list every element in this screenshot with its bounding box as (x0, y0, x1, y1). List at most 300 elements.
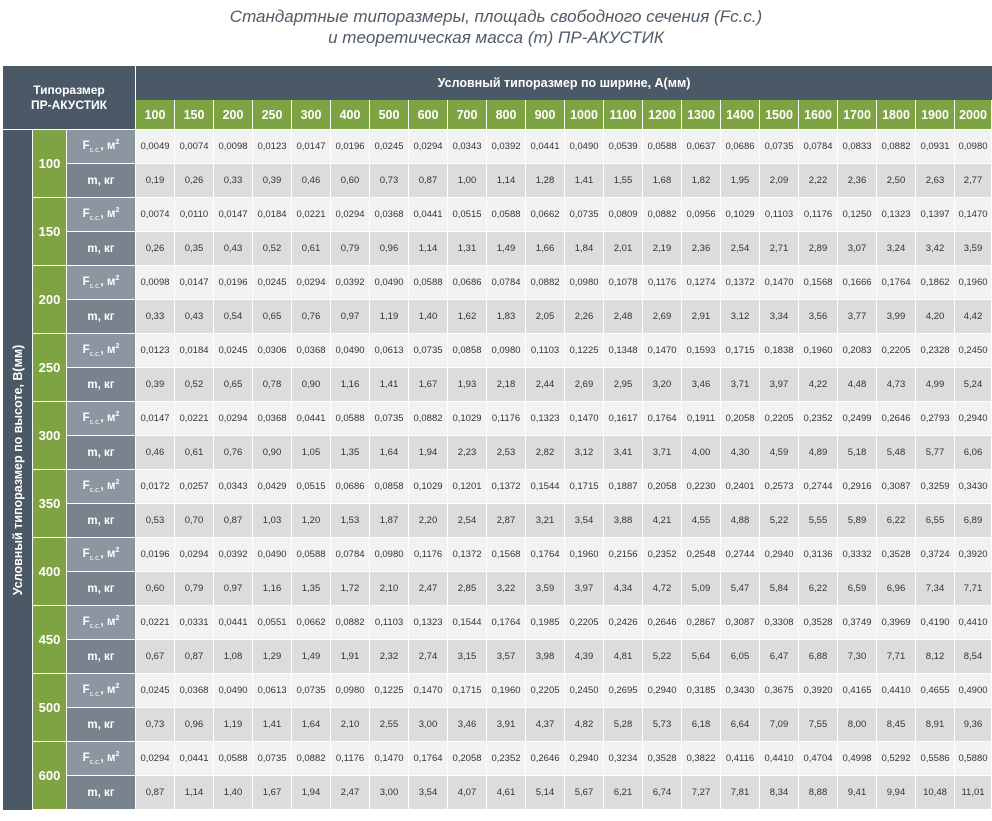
area-value-cell: 0,3430 (955, 470, 992, 504)
area-value-cell: 0,0858 (448, 334, 487, 368)
mass-value-cell: 0,26 (175, 164, 214, 198)
area-value-cell: 0,0074 (136, 198, 175, 232)
mass-value-cell: 6,59 (838, 572, 877, 606)
area-value-cell: 0,1544 (448, 606, 487, 640)
area-value-cell: 0,0294 (409, 130, 448, 164)
area-row-label (67, 130, 136, 164)
area-label-f-sub: с.с. (89, 147, 101, 155)
area-value-cell: 0,0441 (292, 402, 331, 436)
mass-value-cell: 2,01 (604, 232, 643, 266)
height-axis-label: Условный типоразмер по высоте, В(мм) (10, 344, 25, 596)
mass-value-cell: 3,24 (877, 232, 916, 266)
mass-value-cell: 8,88 (799, 776, 838, 810)
area-value-cell: 0,0784 (331, 538, 370, 572)
mass-value-cell: 3,98 (526, 640, 565, 674)
mass-row-label: m, кг (67, 504, 136, 538)
mass-value-cell: 2,82 (526, 436, 565, 470)
area-value-cell: 0,1985 (526, 606, 565, 640)
mass-value-cell: 1,41 (565, 164, 604, 198)
mass-value-cell: 4,89 (799, 436, 838, 470)
area-value-cell: 0,0147 (136, 402, 175, 436)
area-value-cell: 0,2940 (955, 402, 992, 436)
mass-value-cell: 1,64 (292, 708, 331, 742)
mass-value-cell: 6,96 (877, 572, 916, 606)
mass-value-cell: 5,55 (799, 504, 838, 538)
mass-value-cell: 0,90 (253, 436, 292, 470)
area-value-cell: 0,0588 (331, 402, 370, 436)
area-value-cell: 0,0123 (136, 334, 175, 368)
width-header-cell: 400 (331, 100, 370, 130)
mass-value-cell: 6,55 (916, 504, 955, 538)
mass-row-label: m, кг (67, 164, 136, 198)
mass-value-cell: 2,85 (448, 572, 487, 606)
area-value-cell: 0,1176 (331, 742, 370, 776)
table-row (3, 164, 992, 198)
area-value-cell: 0,0245 (136, 674, 175, 708)
mass-value-cell: 2,32 (370, 640, 409, 674)
table-row (3, 776, 992, 810)
area-value-cell: 0,1617 (604, 402, 643, 436)
mass-value-cell: 5,84 (760, 572, 799, 606)
mass-value-cell: 5,89 (838, 504, 877, 538)
area-value-cell: 0,0588 (409, 266, 448, 300)
area-label-f-sub: с.с. (89, 759, 101, 767)
area-value-cell: 0,2940 (760, 538, 799, 572)
mass-value-cell: 6,47 (760, 640, 799, 674)
mass-value-cell: 1,14 (487, 164, 526, 198)
area-value-cell: 0,1960 (487, 674, 526, 708)
area-label-f-sub: с.с. (89, 351, 101, 359)
area-value-cell: 0,1470 (760, 266, 799, 300)
mass-row-label: m, кг (67, 436, 136, 470)
mass-value-cell: 1,55 (604, 164, 643, 198)
mass-value-cell: 3,56 (799, 300, 838, 334)
mass-value-cell: 4,88 (721, 504, 760, 538)
area-label-f-unit: , м (100, 275, 116, 288)
area-label-f-sub: с.с. (89, 555, 101, 563)
area-value-cell: 0,1715 (721, 334, 760, 368)
area-value-cell: 0,0221 (136, 606, 175, 640)
mass-value-cell: 1,67 (409, 368, 448, 402)
title-line-1: Стандартные типоразмеры, площадь свободного сечения (Fc.c.) (229, 7, 763, 26)
area-value-cell: 0,0882 (292, 742, 331, 776)
mass-value-cell: 0,43 (214, 232, 253, 266)
area-row-label (67, 674, 136, 708)
area-value-cell: 0,0662 (526, 198, 565, 232)
height-header-cell: 600 (33, 742, 67, 810)
mass-value-cell: 2,74 (409, 640, 448, 674)
mass-value-cell: 2,22 (799, 164, 838, 198)
width-header-cell: 700 (448, 100, 487, 130)
area-value-cell: 0,4410 (877, 674, 916, 708)
table-row (3, 674, 992, 708)
mass-value-cell: 5,09 (682, 572, 721, 606)
mass-value-cell: 0,87 (214, 504, 253, 538)
height-header-cell: 300 (33, 402, 67, 470)
mass-value-cell: 0,39 (136, 368, 175, 402)
mass-value-cell: 6,74 (643, 776, 682, 810)
mass-value-cell: 0,97 (214, 572, 253, 606)
mass-value-cell: 9,36 (955, 708, 992, 742)
area-value-cell: 0,2450 (955, 334, 992, 368)
area-value-cell: 0,0368 (370, 198, 409, 232)
mass-value-cell: 4,55 (682, 504, 721, 538)
mass-value-cell: 1,16 (331, 368, 370, 402)
width-header-cell: 600 (409, 100, 448, 130)
area-value-cell: 0,2352 (643, 538, 682, 572)
mass-value-cell: 1,41 (253, 708, 292, 742)
area-value-cell: 0,0368 (175, 674, 214, 708)
mass-value-cell: 8,12 (916, 640, 955, 674)
area-value-cell: 0,0147 (292, 130, 331, 164)
area-value-cell: 0,1764 (877, 266, 916, 300)
mass-value-cell: 2,47 (331, 776, 370, 810)
mass-value-cell: 1,41 (370, 368, 409, 402)
mass-value-cell: 1,40 (409, 300, 448, 334)
area-value-cell: 0,0858 (370, 470, 409, 504)
area-value-cell: 0,1176 (409, 538, 448, 572)
area-value-cell: 0,0784 (487, 266, 526, 300)
mass-value-cell: 8,34 (760, 776, 799, 810)
area-value-cell: 0,0257 (175, 470, 214, 504)
mass-value-cell: 7,27 (682, 776, 721, 810)
area-value-cell: 0,0147 (214, 198, 253, 232)
mass-value-cell: 3,12 (721, 300, 760, 334)
area-value-cell: 0,0245 (253, 266, 292, 300)
width-header-cell: 1300 (682, 100, 721, 130)
area-value-cell: 0,3675 (760, 674, 799, 708)
area-value-cell: 0,0637 (682, 130, 721, 164)
area-value-cell: 0,3920 (955, 538, 992, 572)
area-label-f-unit: , м (100, 479, 116, 492)
area-value-cell: 0,2352 (487, 742, 526, 776)
mass-row-label: m, кг (67, 368, 136, 402)
area-label-f-unit: , м (100, 615, 116, 628)
mass-value-cell: 2,50 (877, 164, 916, 198)
area-value-cell: 0,0588 (487, 198, 526, 232)
mass-value-cell: 3,54 (565, 504, 604, 538)
area-label-f-label: F (82, 411, 90, 424)
area-value-cell: 0,0343 (214, 470, 253, 504)
mass-value-cell: 1,16 (253, 572, 292, 606)
area-value-cell: 0,0735 (760, 130, 799, 164)
mass-value-cell: 1,14 (175, 776, 214, 810)
mass-value-cell: 2,63 (916, 164, 955, 198)
area-value-cell: 0,0490 (214, 674, 253, 708)
mass-value-cell: 3,97 (565, 572, 604, 606)
area-value-cell: 0,3136 (799, 538, 838, 572)
area-row-label (67, 742, 136, 776)
mass-value-cell: 9,94 (877, 776, 916, 810)
mass-value-cell: 1,35 (292, 572, 331, 606)
mass-row-label: m, кг (67, 572, 136, 606)
mass-value-cell: 3,12 (565, 436, 604, 470)
mass-value-cell: 2,19 (643, 232, 682, 266)
mass-value-cell: 2,10 (370, 572, 409, 606)
area-value-cell: 0,2205 (760, 402, 799, 436)
mass-value-cell: 3,88 (604, 504, 643, 538)
mass-value-cell: 1,95 (721, 164, 760, 198)
width-header-cell: 900 (526, 100, 565, 130)
mass-value-cell: 2,55 (370, 708, 409, 742)
area-value-cell: 0,0392 (487, 130, 526, 164)
area-label-f-sup: 2 (115, 138, 120, 146)
mass-value-cell: 4,72 (643, 572, 682, 606)
mass-value-cell: 2,26 (565, 300, 604, 334)
mass-value-cell: 3,97 (760, 368, 799, 402)
mass-value-cell: 2,47 (409, 572, 448, 606)
mass-value-cell: 8,00 (838, 708, 877, 742)
area-value-cell: 0,3749 (838, 606, 877, 640)
area-value-cell: 0,3920 (799, 674, 838, 708)
area-value-cell: 0,0392 (214, 538, 253, 572)
mass-value-cell: 0,35 (175, 232, 214, 266)
mass-value-cell: 1,05 (292, 436, 331, 470)
width-header-cell: 1700 (838, 100, 877, 130)
area-value-cell: 0,0074 (175, 130, 214, 164)
mass-value-cell: 3,71 (721, 368, 760, 402)
area-value-cell: 0,1887 (604, 470, 643, 504)
mass-value-cell: 0,87 (136, 776, 175, 810)
mass-value-cell: 3,91 (487, 708, 526, 742)
mass-value-cell: 0,79 (175, 572, 214, 606)
mass-value-cell: 0,76 (214, 436, 253, 470)
mass-value-cell: 3,15 (448, 640, 487, 674)
area-value-cell: 0,0980 (331, 674, 370, 708)
area-label-f-sup: 2 (115, 274, 120, 282)
area-value-cell: 0,0110 (175, 198, 214, 232)
area-value-cell: 0,3234 (604, 742, 643, 776)
area-value-cell: 0,1960 (955, 266, 992, 300)
area-value-cell: 0,0613 (370, 334, 409, 368)
mass-value-cell: 8,54 (955, 640, 992, 674)
area-value-cell: 0,0588 (292, 538, 331, 572)
area-value-cell: 0,0147 (175, 266, 214, 300)
mass-value-cell: 2,54 (721, 232, 760, 266)
height-header-cell: 500 (33, 674, 67, 742)
area-row-label (67, 334, 136, 368)
area-label-f-label: F (82, 207, 90, 220)
mass-value-cell: 5,48 (877, 436, 916, 470)
table-row (3, 572, 992, 606)
mass-value-cell: 7,55 (799, 708, 838, 742)
mass-value-cell: 3,20 (643, 368, 682, 402)
area-value-cell: 0,3430 (721, 674, 760, 708)
area-value-cell: 0,0490 (370, 266, 409, 300)
mass-value-cell: 5,73 (643, 708, 682, 742)
area-value-cell: 0,3724 (916, 538, 955, 572)
area-value-cell: 0,2940 (643, 674, 682, 708)
area-value-cell: 0,1225 (370, 674, 409, 708)
mass-value-cell: 2,20 (409, 504, 448, 538)
table-row (3, 402, 992, 436)
mass-value-cell: 4,07 (448, 776, 487, 810)
mass-value-cell: 3,46 (682, 368, 721, 402)
mass-value-cell: 0,96 (175, 708, 214, 742)
area-value-cell: 0,1176 (487, 402, 526, 436)
mass-value-cell: 4,81 (604, 640, 643, 674)
width-header-cell: 1800 (877, 100, 916, 130)
mass-value-cell: 4,61 (487, 776, 526, 810)
area-value-cell: 0,1715 (565, 470, 604, 504)
mass-value-cell: 1,94 (409, 436, 448, 470)
mass-value-cell: 0,61 (292, 232, 331, 266)
area-value-cell: 0,0098 (214, 130, 253, 164)
area-value-cell: 0,2205 (526, 674, 565, 708)
area-value-cell: 0,3308 (760, 606, 799, 640)
area-value-cell: 0,1715 (448, 674, 487, 708)
area-value-cell: 0,1029 (409, 470, 448, 504)
area-value-cell: 0,3087 (721, 606, 760, 640)
mass-value-cell: 5,14 (526, 776, 565, 810)
table-row (3, 742, 992, 776)
area-value-cell: 0,0686 (448, 266, 487, 300)
area-value-cell: 0,4655 (916, 674, 955, 708)
area-label-f-sup: 2 (115, 546, 120, 554)
area-value-cell: 0,5880 (955, 742, 992, 776)
area-value-cell: 0,1323 (409, 606, 448, 640)
mass-value-cell: 6,22 (799, 572, 838, 606)
area-value-cell: 0,2793 (916, 402, 955, 436)
mass-value-cell: 7,71 (955, 572, 992, 606)
mass-value-cell: 3,00 (409, 708, 448, 742)
area-value-cell: 0,0735 (370, 402, 409, 436)
area-value-cell: 0,1470 (565, 402, 604, 436)
area-value-cell: 0,3185 (682, 674, 721, 708)
area-value-cell: 0,1372 (721, 266, 760, 300)
area-value-cell: 0,0882 (409, 402, 448, 436)
area-value-cell: 0,0196 (331, 130, 370, 164)
mass-value-cell: 0,39 (253, 164, 292, 198)
mass-value-cell: 2,44 (526, 368, 565, 402)
area-label-f-sup: 2 (115, 614, 120, 622)
mass-value-cell: 0,54 (214, 300, 253, 334)
mass-value-cell: 5,24 (955, 368, 992, 402)
area-value-cell: 0,1960 (565, 538, 604, 572)
area-value-cell: 0,0368 (292, 334, 331, 368)
area-value-cell: 0,0882 (331, 606, 370, 640)
area-value-cell: 0,0490 (565, 130, 604, 164)
width-values-row (3, 100, 992, 130)
height-header-cell: 250 (33, 334, 67, 402)
area-label-f-label: F (82, 343, 90, 356)
page-title (0, 6, 992, 48)
area-value-cell: 0,2205 (877, 334, 916, 368)
area-value-cell: 0,0980 (565, 266, 604, 300)
mass-value-cell: 2,53 (487, 436, 526, 470)
area-value-cell: 0,2328 (916, 334, 955, 368)
area-value-cell: 0,0931 (916, 130, 955, 164)
area-value-cell: 0,1274 (682, 266, 721, 300)
area-value-cell: 0,1225 (565, 334, 604, 368)
width-axis-header: Условный типоразмер по ширине, А(мм) (136, 66, 992, 100)
area-value-cell: 0,4165 (838, 674, 877, 708)
area-value-cell: 0,0441 (409, 198, 448, 232)
table-row (3, 368, 992, 402)
area-value-cell: 0,0184 (175, 334, 214, 368)
area-value-cell: 0,1470 (370, 742, 409, 776)
mass-row-label: m, кг (67, 776, 136, 810)
mass-value-cell: 4,22 (799, 368, 838, 402)
mass-value-cell: 0,33 (214, 164, 253, 198)
area-value-cell: 0,0306 (253, 334, 292, 368)
mass-value-cell: 2,77 (955, 164, 992, 198)
mass-value-cell: 0,60 (331, 164, 370, 198)
table-row (3, 334, 992, 368)
table-row (3, 436, 992, 470)
mass-value-cell: 7,71 (877, 640, 916, 674)
mass-value-cell: 1,00 (448, 164, 487, 198)
mass-value-cell: 0,26 (136, 232, 175, 266)
area-value-cell: 0,1568 (487, 538, 526, 572)
mass-value-cell: 0,87 (175, 640, 214, 674)
mass-value-cell: 2,36 (682, 232, 721, 266)
mass-value-cell: 0,46 (136, 436, 175, 470)
area-value-cell: 0,1029 (721, 198, 760, 232)
mass-value-cell: 0,33 (136, 300, 175, 334)
area-value-cell: 0,0429 (253, 470, 292, 504)
mass-value-cell: 6,06 (955, 436, 992, 470)
mass-value-cell: 0,67 (136, 640, 175, 674)
area-value-cell: 0,1568 (799, 266, 838, 300)
table-row (3, 232, 992, 266)
mass-value-cell: 2,91 (682, 300, 721, 334)
mass-row-label: m, кг (67, 300, 136, 334)
area-value-cell: 0,4410 (760, 742, 799, 776)
area-row-label (67, 470, 136, 504)
mass-value-cell: 1,91 (331, 640, 370, 674)
width-header-cell: 1400 (721, 100, 760, 130)
area-label-f-sub: с.с. (89, 623, 101, 631)
area-value-cell: 0,1764 (643, 402, 682, 436)
width-header-cell: 500 (370, 100, 409, 130)
mass-value-cell: 4,39 (565, 640, 604, 674)
width-header-cell: 1200 (643, 100, 682, 130)
mass-row-label: m, кг (67, 640, 136, 674)
mass-value-cell: 3,42 (916, 232, 955, 266)
mass-value-cell: 0,79 (331, 232, 370, 266)
mass-value-cell: 2,89 (799, 232, 838, 266)
mass-value-cell: 0,60 (136, 572, 175, 606)
area-value-cell: 0,0956 (682, 198, 721, 232)
mass-value-cell: 7,09 (760, 708, 799, 742)
area-value-cell: 0,0539 (604, 130, 643, 164)
mass-value-cell: 1,87 (370, 504, 409, 538)
mass-value-cell: 0,52 (253, 232, 292, 266)
mass-value-cell: 1,64 (370, 436, 409, 470)
area-row-label (67, 606, 136, 640)
area-value-cell: 0,0515 (448, 198, 487, 232)
area-row-label (67, 266, 136, 300)
table-row (3, 198, 992, 232)
table-row (3, 606, 992, 640)
table-row (3, 538, 992, 572)
area-value-cell: 0,1397 (916, 198, 955, 232)
area-value-cell: 0,0392 (331, 266, 370, 300)
height-header-cell: 100 (33, 130, 67, 198)
area-value-cell: 0,2916 (838, 470, 877, 504)
mass-value-cell: 4,48 (838, 368, 877, 402)
area-label-f-sub: с.с. (89, 487, 101, 495)
area-value-cell: 0,0613 (253, 674, 292, 708)
mass-value-cell: 0,65 (214, 368, 253, 402)
area-value-cell: 0,0368 (253, 402, 292, 436)
area-label-f-unit: , м (100, 751, 116, 764)
mass-value-cell: 2,95 (604, 368, 643, 402)
area-value-cell: 0,2940 (565, 742, 604, 776)
mass-value-cell: 1,62 (448, 300, 487, 334)
width-header-cell: 250 (253, 100, 292, 130)
